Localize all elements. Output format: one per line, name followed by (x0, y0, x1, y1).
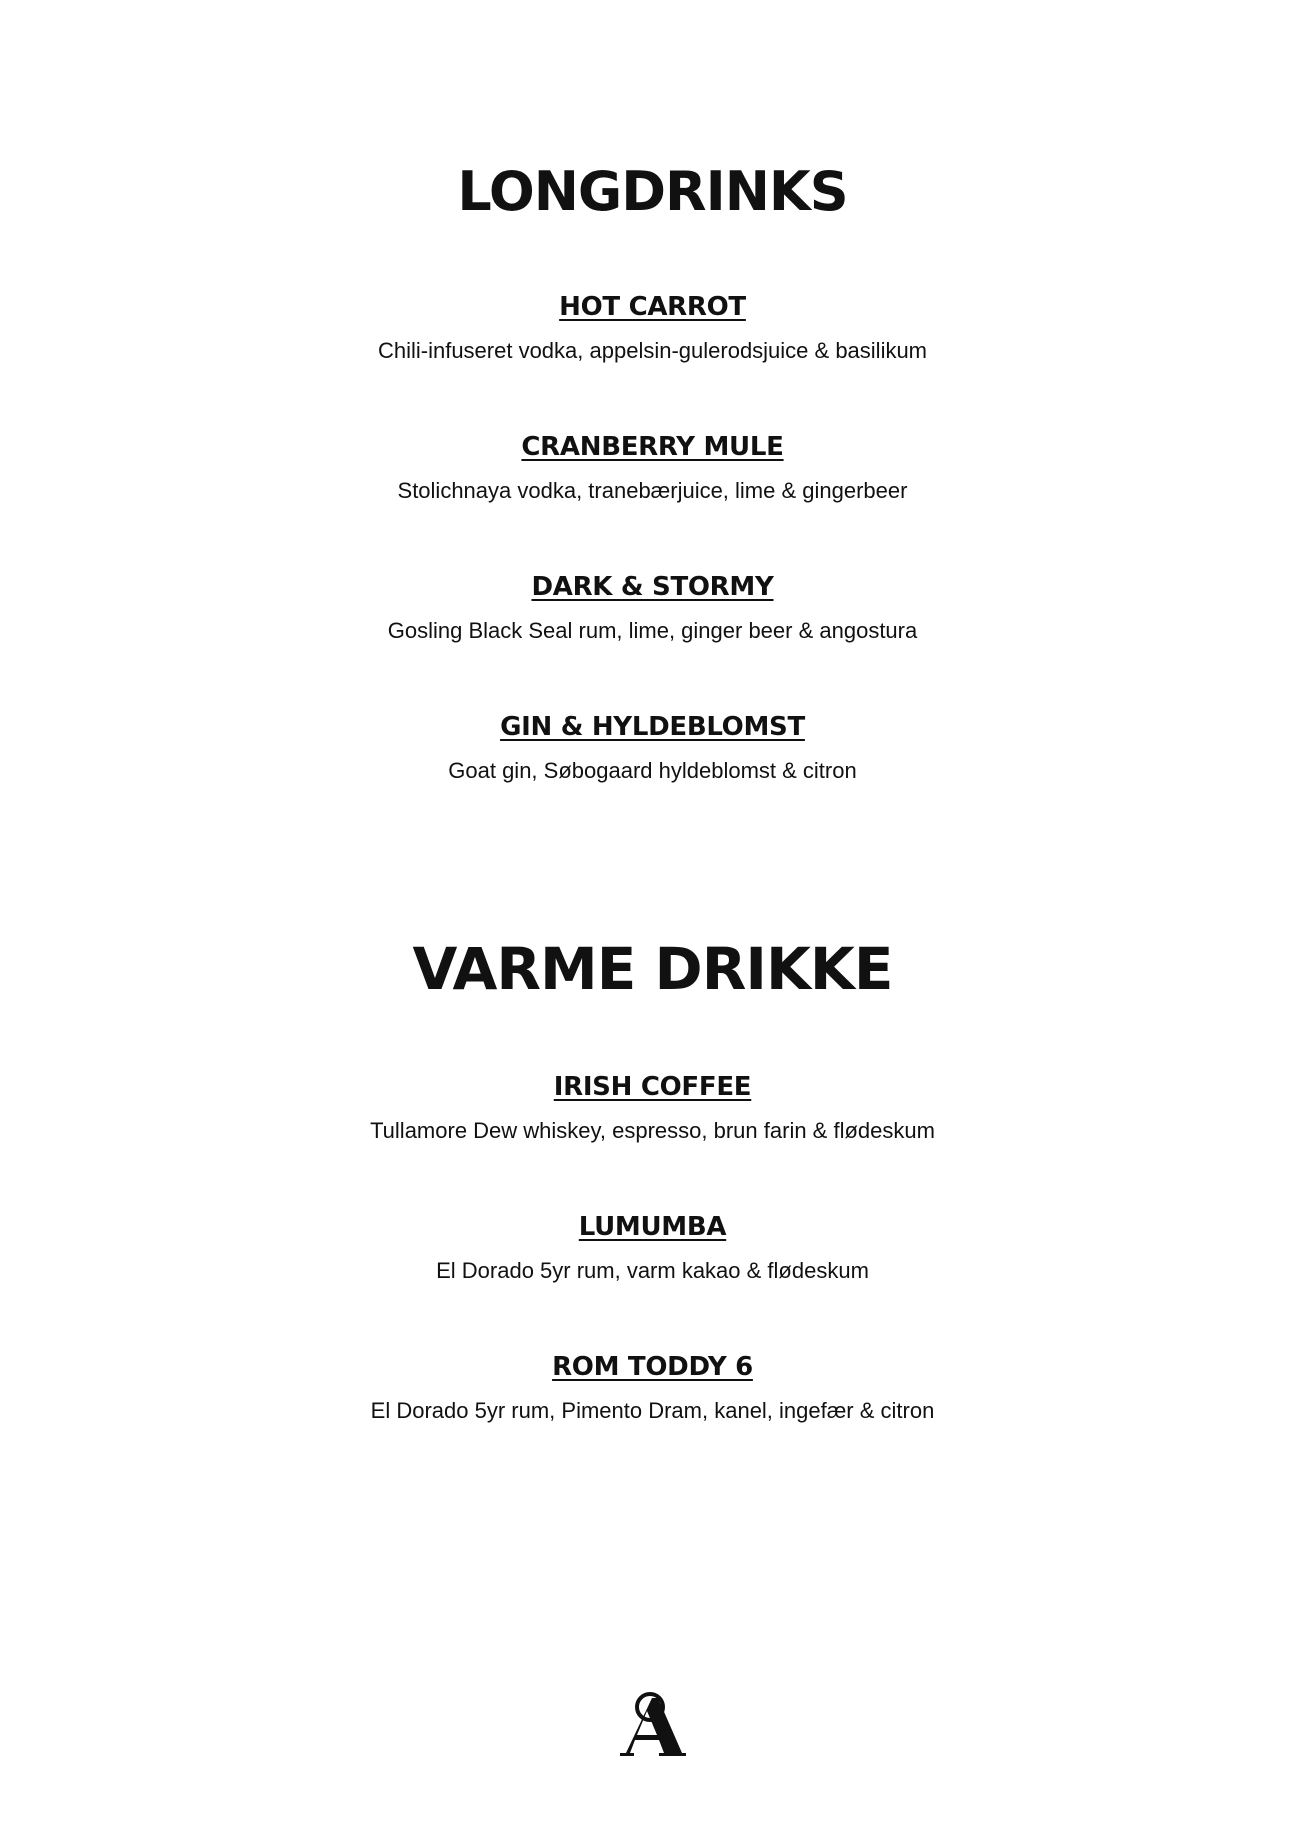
monogram-a-logo-icon (618, 1690, 688, 1760)
monogram-a-logo (618, 1690, 688, 1760)
drink-name: ROM TODDY 6 (552, 1352, 753, 1382)
menu-item-hot-carrot (0, 292, 1305, 364)
menu-item-lumumba (0, 1212, 1305, 1284)
drink-description: Goat gin, Søbogaard hyldeblomst & citron (448, 758, 857, 783)
drink-description: Tullamore Dew whiskey, espresso, brun farin & flødeskum (370, 1118, 935, 1143)
drink-name: LUMUMBA (578, 1212, 727, 1242)
drink-name: IRISH COFFEE (553, 1072, 752, 1102)
section-title-varme-drikke: VARME DRIKKE (412, 935, 893, 1003)
drink-name: GIN & HYLDEBLOMST (500, 712, 805, 742)
drink-name: HOT CARROT (559, 292, 746, 322)
drink-name: CRANBERRY MULE (521, 432, 784, 462)
menu-item-rom-toddy-6 (0, 1352, 1305, 1424)
drink-name: DARK & STORMY (531, 572, 774, 602)
menu-item-cranberry-mule (0, 432, 1305, 504)
drink-description: Stolichnaya vodka, tranebærjuice, lime & gingerbeer (397, 478, 908, 503)
drink-description: Chili-infuseret vodka, appelsin-gulerodsjuice & basilikum (377, 338, 928, 363)
menu-item-gin-and-hyldeblomst (0, 712, 1305, 784)
drink-description: El Dorado 5yr rum, varm kakao & flødeskum (436, 1258, 869, 1283)
menu-item-irish-coffee (0, 1072, 1305, 1144)
section-title-longdrinks: LONGDRINKS (457, 160, 848, 223)
drink-description: Gosling Black Seal rum, lime, ginger beer & angostura (387, 618, 918, 643)
drink-description: El Dorado 5yr rum, Pimento Dram, kanel, ingefær & citron (370, 1398, 935, 1423)
menu-item-dark-and-stormy (0, 572, 1305, 644)
